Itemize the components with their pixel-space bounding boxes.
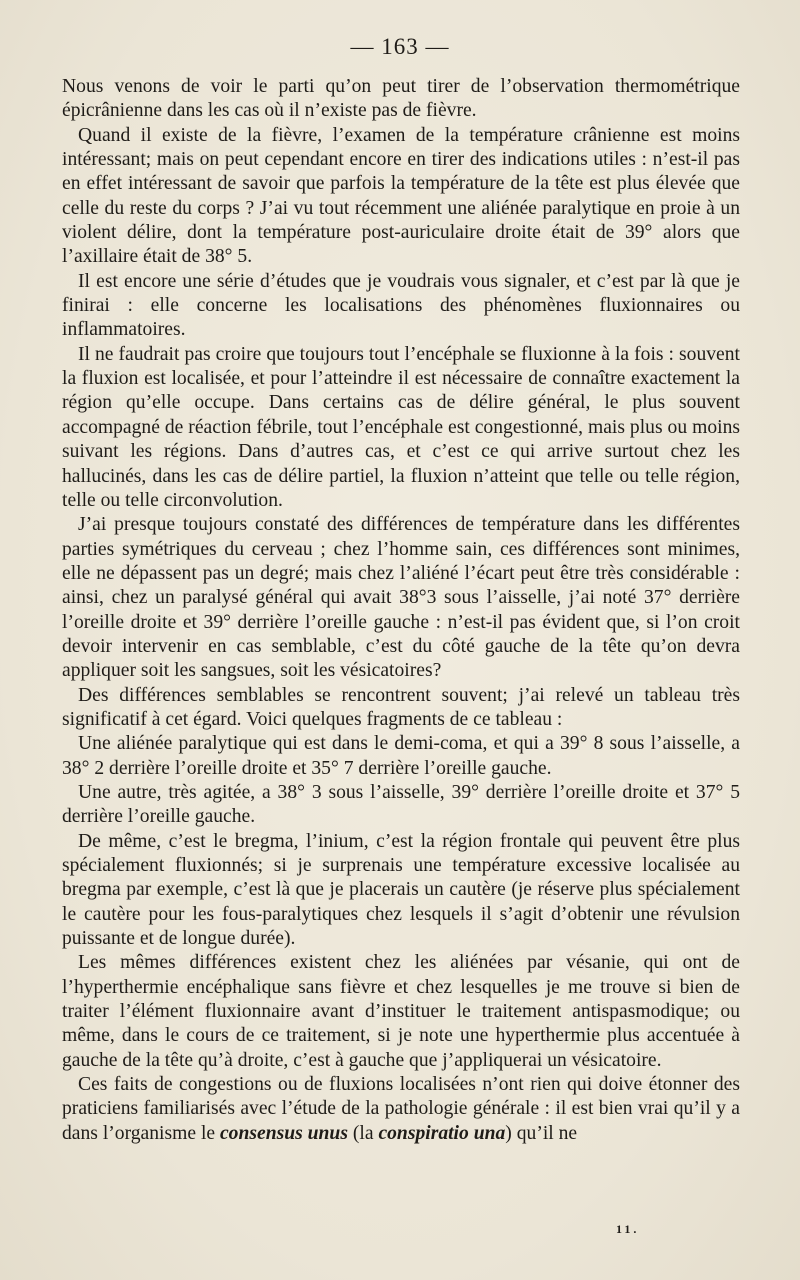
page-number: — 163 —: [350, 34, 450, 59]
paragraph-11-part-2: (la: [347, 1122, 379, 1144]
paragraph-11: [62, 1073, 740, 1146]
paragraph-3: Il est encore une série d’études que je voudrais vous signaler, et c’est par là que je finirai : elle concerne les localisations des phénomènes fluxionnaires ou inflammatoires.: [62, 270, 740, 341]
paragraph-9: De même, c’est le bregma, l’inium, c’est la région frontale qui peuvent être plus spécialement fluxionnés; si je surprenais une température excessive localisée au bregma par exemple, c’est là que je placerais un cautère (je réserve plus spécialement le cautère pour les fous-paralytiques chez lesquels il s’agit d’obtenir une révulsion puissante et de longue durée).: [62, 830, 740, 950]
paragraph-5: J’ai presque toujours constaté des différences de température dans les différentes parties symétriques du cerveau ; chez l’homme sain, ces différences sont minimes, elle ne dépassent pas un degré; mais chez l’aliéné l’écart peut être très considérable : ainsi, chez un paralysé général qui avait 38°3 sous l’aisselle, j’ai noté 37° derrière l’oreille droite et 39° derrière l’oreille gauche : n’est-il pas évident que, si l’on croit devoir intervenir en cas semblable, c’est du côté gauche de la tête qu’on devra appliquer soit les sangsues, soit les vésicatoires?: [62, 514, 740, 682]
paragraph-11-part-3: ) qu’il ne: [505, 1122, 578, 1144]
paragraph-10: Les mêmes différences existent chez les aliénées par vésanie, qui ont de l’hyperthermie encéphalique sans fièvre et chez lesquelles je me trouve si bien de traiter l’élément fluxionnaire avant d’instituer le traitement antispasmodique; ou même, dans le cours de ce traitement, si je note une hyperthermie plus accentuée à gauche de la tête qu’à droite, c’est à gauche que j’appliquerai un vésicatoire.: [62, 952, 740, 1071]
latin-term-consensus: consensus unus: [219, 1122, 348, 1144]
paragraph-4: Il ne faudrait pas croire que toujours tout l’encéphale se fluxionne à la fois : souvent la fluxion est localisée, et pour l’atteindre il est nécessaire de connaître exactement la région qu’elle occupe. Dans certains cas de délire général, le plus souvent accompagné de réaction fébrile, tout l’encéphale est congestionné, mais plus ou moins suivant les régions. Dans d’autres cas, et c’est ce qui arrive surtout chez les hallucinés, dans les cas de délire partiel, la fluxion n’atteint que telle ou telle région, telle ou telle circonvolution.: [62, 343, 740, 511]
signature-mark: 11.: [616, 1222, 640, 1236]
paragraph-7: Une aliénée paralytique qui est dans le demi-coma, et qui a 39° 8 sous l’aisselle, a 38° 2 derrière l’oreille droite et 35° 7 derrière l’oreille gauche.: [62, 733, 740, 779]
paragraph-2: Quand il existe de la fièvre, l’examen de la température crânienne est moins intéressant; mais on peut cependant encore en tirer des indications utiles : n’est-il pas en effet intéressant de savoir que parfois la température de la tête est plus élevée que celle du reste du corps ? J’ai vu tout récemment une aliénée paralytique en proie à un violent délire, dont la température post-auriculaire droite était de 39° alors que l’axillaire était de 38° 5.: [62, 124, 740, 268]
paragraph-1: Nous venons de voir le parti qu’on peut tirer de l’observation thermométrique épicrânienne dans les cas où il n’existe pas de fièvre.: [62, 76, 740, 122]
paragraph-8: Une autre, très agitée, a 38° 3 sous l’aisselle, 39° derrière l’oreille droite et 37° 5 derrière l’oreille gauche.: [62, 781, 740, 828]
paragraph-6: Des différences semblables se rencontrent souvent; j’ai relevé un tableau très significatif à cet égard. Voici quelques fragments de ce tableau :: [62, 684, 740, 730]
latin-term-conspiratio: conspiratio una: [378, 1122, 506, 1144]
body-text: [62, 75, 740, 1146]
paragraph-11-part-1: Ces faits de congestions ou de fluxions localisées n’ont rien qui doive étonner des praticiens familiarisés avec l’étude de la pathologie générale : il est bien vrai qu’il y a dans l’organisme le: [62, 1074, 740, 1144]
